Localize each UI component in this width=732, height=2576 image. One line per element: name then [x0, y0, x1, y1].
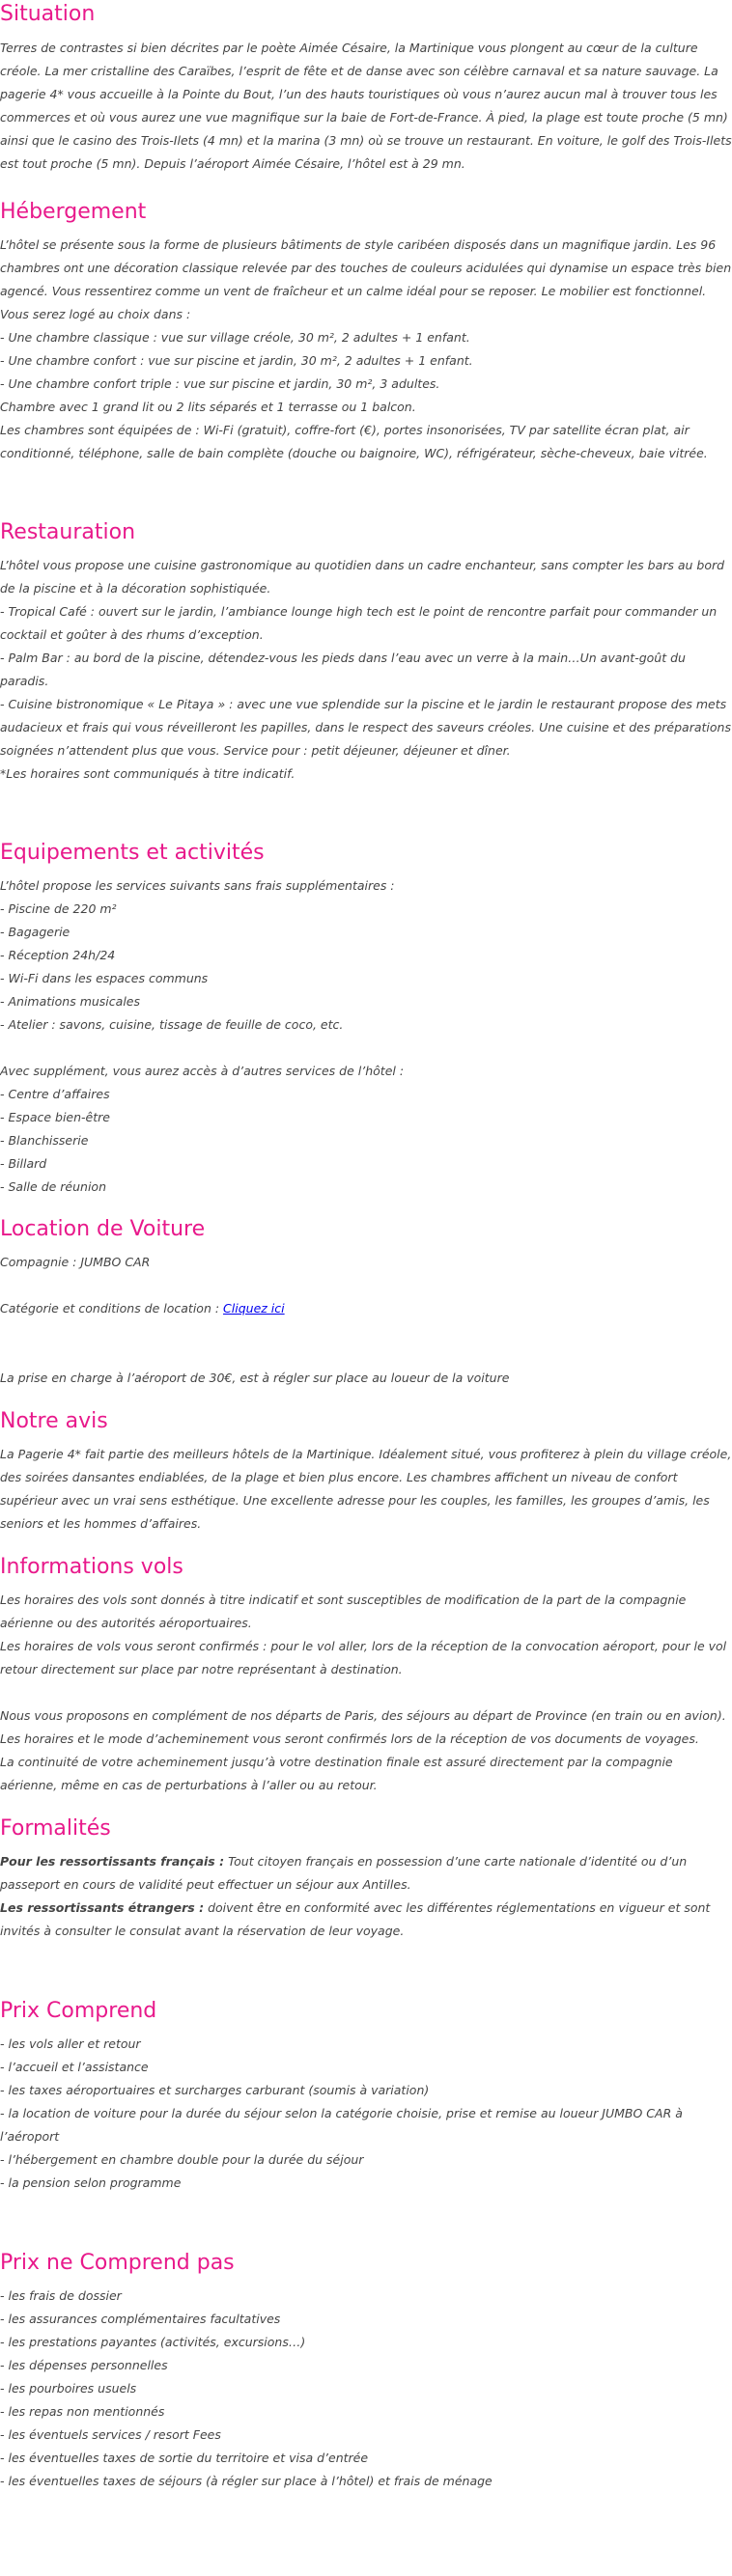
restauration-note: *Les horaires sont communiqués à titre indicatif. — [0, 766, 296, 781]
list-item: - les dépenses personnelles — [0, 2358, 168, 2372]
section-formalites — [0, 1814, 732, 1943]
paid-services-list — [0, 1060, 732, 1199]
list-item: - Animations musicales — [0, 994, 140, 1009]
formalites-french-text: Tout citoyen français en possession d’une carte nationale d’identité ou d’un passeport en cours de validité peut effectuer un séjour aux Antilles. — [0, 1854, 688, 1892]
section-title-prix-ne-comprend: Prix ne Comprend pas — [0, 2251, 235, 2275]
list-item: - Wi-Fi dans les espaces communs — [0, 971, 209, 985]
section-vols — [0, 1553, 732, 1797]
list-item: - Salle de réunion — [0, 1179, 107, 1194]
conditions-link[interactable]: Cliquez ici — [223, 1301, 285, 1316]
list-item: - Billard — [0, 1156, 47, 1171]
room-list — [0, 326, 732, 419]
list-item: - les éventuelles taxes de sortie du territoire et visa d’entrée — [0, 2451, 369, 2465]
car-conditions-label: Catégorie et conditions de location : — [0, 1301, 224, 1316]
car-pickup: La prise en charge à l’aéroport de 30€, est à régler sur place au loueur de la voiture — [0, 1371, 510, 1385]
list-item: - Piscine de 220 m² — [0, 901, 117, 916]
section-title-vols: Informations vols — [0, 1555, 183, 1579]
list-item: - les éventuelles taxes de séjours (à régler sur place à l’hôtel) et frais de ménage — [0, 2474, 493, 2488]
car-conditions — [0, 1297, 732, 1320]
list-item: - les vols aller et retour — [0, 2036, 141, 2051]
list-item: - Blanchisserie — [0, 1133, 89, 1148]
list-item: - les pourboires usuels — [0, 2381, 137, 2396]
vols-paragraph: Les horaires des vols sont donnés à titre indicatif et sont susceptibles de modification de la part de la compagnie aérienne ou des autorités aéroportuaires. — [0, 1593, 687, 1630]
section-equipements — [0, 839, 732, 1199]
formalites-french — [0, 1850, 732, 1897]
section-prix-ne-comprend — [0, 2249, 732, 2493]
list-item: - Réception 24h/24 — [0, 948, 116, 962]
section-title-situation: Situation — [0, 2, 96, 26]
vols-text — [0, 1589, 732, 1797]
section-situation — [0, 0, 732, 176]
list-item: - les repas non mentionnés — [0, 2404, 165, 2419]
list-item: - Une chambre confort : vue sur piscine et jardin, 30 m², 2 adultes + 1 enfant. — [0, 353, 473, 368]
section-title-location: Location de Voiture — [0, 1217, 206, 1241]
avis-text: La Pagerie 4* fait partie des meilleurs hôtels de la Martinique. Idéalement situé, vous profiterez à plein du village créole, des soirées dansantes endiablées, de la plage et bien plus encore. Les chambres affichent un niveau de confort supérieur avec un vrai sens esthétique. Une excellente adresse pour les couples, les familles, les groupes d’amis, les seniors et les hommes d’affaires. — [0, 1447, 732, 1531]
list-item: - Cuisine bistronomique « Le Pitaya » : avec une vue splendide sur la piscine et le jardin le restaurant propose des mets audacieux et frais qui vous réveilleront les papilles, dans le respect des saveurs créoles. Une cuisine et des préparations soignées n’attendent plus que vous. Service pour : petit déjeuner, déjeuner et dîner. — [0, 697, 731, 758]
list-item: - Palm Bar : au bord de la piscine, détendez-vous les pieds dans l’eau avec un verre à la main…Un avant-goût du paradis. — [0, 651, 686, 688]
section-title-avis: Notre avis — [0, 1409, 108, 1433]
vols-paragraph: Les horaires et le mode d’acheminement vous seront confirmés lors de la réception de vos documents de voyages. — [0, 1731, 699, 1746]
room-equipment: Les chambres sont équipées de : Wi-Fi (gratuit), coffre-fort (€), portes insonorisées, TV par satellite écran plat, air conditionné, téléphone, salle de bain complète (douche ou baignoire, WC), réfrigérateur, sèche-cheveux, baie vitrée. — [0, 423, 708, 460]
list-item: - les éventuels services / resort Fees — [0, 2427, 221, 2442]
list-item: - les frais de dossier — [0, 2288, 122, 2303]
formalites-french-label: Pour les ressortissants français : — [0, 1854, 225, 1869]
section-title-hebergement: Hébergement — [0, 200, 147, 224]
formalites-foreign-label: Les ressortissants étrangers : — [0, 1900, 205, 1915]
restauration-intro: L’hôtel vous propose une cuisine gastronomique au quotidien dans un cadre enchanteur, sans compter les bars au bord de la piscine et à la décoration sophistiquée. — [0, 558, 725, 596]
section-title-equipements: Equipements et activités — [0, 841, 265, 865]
list-item: - l’accueil et l’assistance — [0, 2060, 149, 2074]
formalites-foreign — [0, 1897, 732, 1943]
list-item: - les taxes aéroportuaires et surcharges carburant (soumis à variation) — [0, 2083, 430, 2097]
prix-comprend-list — [0, 2033, 732, 2195]
car-company: Compagnie : JUMBO CAR — [0, 1255, 151, 1269]
list-item: - les assurances complémentaires facultatives — [0, 2312, 281, 2326]
section-title-formalites: Formalités — [0, 1816, 111, 1841]
section-title-prix-comprend: Prix Comprend — [0, 1999, 157, 2023]
section-title-restauration: Restauration — [0, 520, 136, 544]
list-item: - la location de voiture pour la durée du séjour selon la catégorie choisie, prise et remise au loueur JUMBO CAR à l’aéroport — [0, 2106, 683, 2144]
hebergement-intro: L’hôtel se présente sous la forme de plusieurs bâtiments de style caribéen disposés dans un magnifique jardin. Les 96 chambres ont une décoration classique relevée par des touches de couleurs acidulées qui dynamise un espace très bien agencé. Vous ressentirez comme un vent de fraîcheur et un calme idéal pour se reposer. Le mobilier est fonctionnel. Vous serez logé au choix dans : — [0, 237, 732, 321]
formalites-text — [0, 1850, 732, 1943]
list-item: - les prestations payantes (activités, excursions…) — [0, 2335, 306, 2349]
free-services-intro: L’hôtel propose les services suivants sans frais supplémentaires : — [0, 878, 395, 893]
list-item: - l’hébergement en chambre double pour la durée du séjour — [0, 2152, 364, 2167]
situation-text: Terres de contrastes si bien décrites par le poète Aimée Césaire, la Martinique vous plongent au cœur de la culture créole. La mer cristalline des Caraïbes, l’esprit de fête et de danse avec son célèbre carnaval et sa nature sauvage. La pagerie 4* vous accueille à la Pointe du Bout, l’un des hauts touristiques où vous n’aurez aucun mal à trouver tous les commerces et où vous aurez une vue magnifique sur la baie de Fort-de-France. À pied, la plage est toute proche (5 mn) ainsi que le casino des Trois-Ilets (4 mn) et la marina (3 mn) où se trouve un restaurant. En voiture, le golf des Trois-Ilets est tout proche (5 mn). Depuis l’aéroport Aimée Césaire, l’hôtel est à 29 mn. — [0, 41, 732, 171]
vols-paragraph: Nous vous proposons en complément de nos départs de Paris, des séjours au départ de Province (en train ou en avion). — [0, 1708, 726, 1723]
section-location — [0, 1215, 732, 1390]
section-prix-comprend — [0, 1997, 732, 2195]
restaurant-list — [0, 600, 732, 786]
section-avis — [0, 1407, 732, 1536]
vols-paragraph: La continuité de votre acheminement jusqu’à votre destination finale est assuré directement par la compagnie aérienne, même en cas de perturbations à l’aller ou au retour. — [0, 1755, 673, 1792]
prix-ne-comprend-list — [0, 2285, 732, 2493]
list-item: - Tropical Café : ouvert sur le jardin, l’ambiance lounge high tech est le point de rencontre parfait pour commander un cocktail et goûter à des rhums d’exception. — [0, 604, 718, 642]
list-item: - Bagagerie — [0, 925, 70, 939]
list-item: - Atelier : savons, cuisine, tissage de feuille de coco, etc. — [0, 1017, 344, 1032]
list-item: - la pension selon programme — [0, 2175, 182, 2190]
free-services-list — [0, 874, 732, 1037]
formalites-foreign-text: doivent être en conformité avec les différentes réglementations en vigueur et sont invités à consulter le consulat avant la réservation de leur voyage. — [0, 1900, 711, 1938]
section-restauration — [0, 518, 732, 786]
paid-services-intro: Avec supplément, vous aurez accès à d’autres services de l’hôtel : — [0, 1064, 405, 1078]
vols-paragraph: Les horaires de vols vous seront confirmés : pour le vol aller, lors de la réception de la convocation aéroport, pour le vol retour directement sur place par notre représentant à destination. — [0, 1639, 727, 1676]
list-item: - Espace bien-être — [0, 1110, 110, 1124]
list-item: Chambre avec 1 grand lit ou 2 lits séparés et 1 terrasse ou 1 balcon. — [0, 400, 416, 414]
list-item: - Une chambre confort triple : vue sur piscine et jardin, 30 m², 3 adultes. — [0, 376, 440, 391]
list-item: - Une chambre classique : vue sur village créole, 30 m², 2 adultes + 1 enfant. — [0, 330, 470, 345]
section-hebergement — [0, 198, 732, 465]
list-item: - Centre d’affaires — [0, 1087, 110, 1101]
